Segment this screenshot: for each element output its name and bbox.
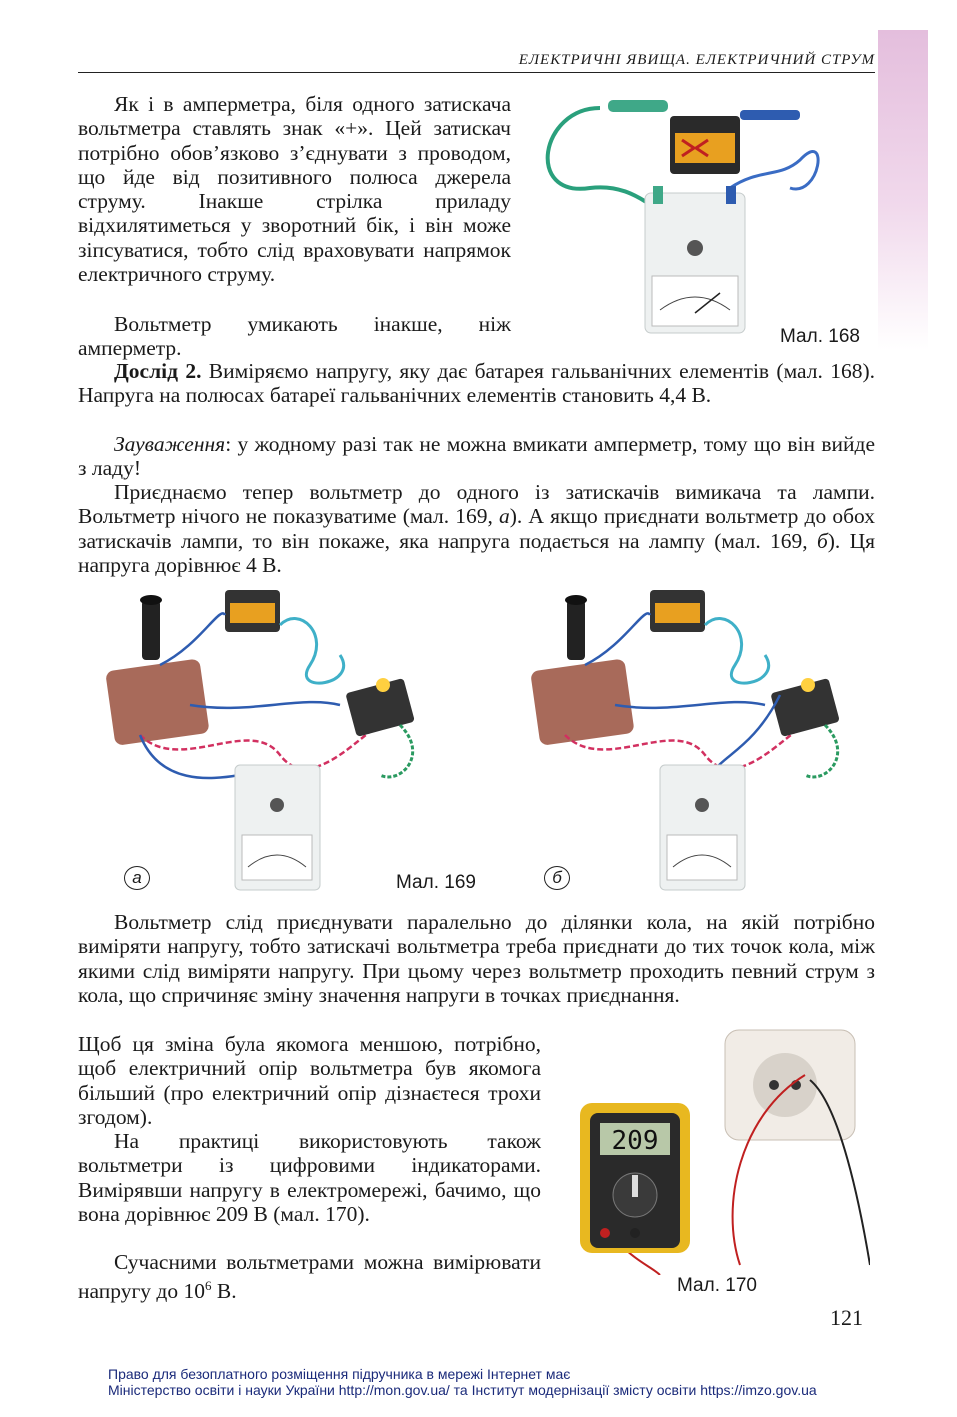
footer-line-1: Право для безоплатного розміщення підручника в мережі Інтернет має: [108, 1366, 571, 1382]
paragraph-remark: [78, 432, 875, 481]
paragraph-digital-voltmeters: На практиці використовують також вольтметри із цифровими індикаторами. Вимірявши напругу в електромережі, бачимо, що вона дорівнює 209 В (мал. 170).: [78, 1129, 541, 1226]
figure-169a-circuit: [100, 585, 440, 895]
paragraph-connect-voltmeter: [78, 480, 875, 577]
figure-170-multimeter-socket: [570, 1025, 870, 1275]
modern-text-2: В.: [211, 1279, 237, 1304]
footer-license: [108, 1366, 868, 1398]
paragraph-voltmeter-connection: Вольтметр умикають інакше, ніж амперметр.: [78, 312, 511, 361]
figure-170-caption: Мал. 170: [677, 1275, 757, 1296]
ref-letter-a: а: [499, 504, 510, 529]
paragraph-parallel-connection: Вольтметр слід приєднувати паралельно до ділянки кола, на якій потрібно виміряти напругу, тобто затискачі вольтметра треба приєднати до тих точок кола, між якими слід виміряти напругу. При цьому через вольтметр проходить певний струм з кола, що спричиняє зміну значення напруги в точках приєднання.: [78, 910, 875, 1007]
ref-letter-b: б: [816, 528, 828, 553]
remark-label: Зауваження: [114, 432, 226, 456]
connect-text-1: Приєднаємо тепер вольтметр до одного із затискачів вимикача та лампи. Вольтметр нічого не показуватиме (мал. 169,: [78, 480, 875, 529]
connect-text-3: ). Ця напруга дорівнює 4 В.: [78, 528, 876, 577]
footer-line-2: Міністерство освіти і науки України http://mon.gov.ua/ та Інститут модернізації змісту освіти https://imzo.gov.ua: [108, 1382, 817, 1398]
page-number: 121: [830, 1305, 863, 1330]
paragraph-experiment-2: [78, 359, 875, 408]
multimeter-display-text: 209: [611, 1126, 659, 1156]
running-header: ЕЛЕКТРИЧНІ ЯВИЩА. ЕЛЕКТРИЧНИЙ СТРУМ: [78, 52, 875, 73]
figure-169b-circuit: [525, 585, 865, 895]
remark-text: : у жодному разі так не можна вмикати амперметр, тому що він вийде з ладу!: [78, 432, 875, 481]
paragraph-ammeter-sign: Як і в амперметра, біля одного затискача вольтметра ставлять знак «+». Цей затискач потрібно обов’язково з’єднувати з проводом, що йде від позитивного полюса джерела струму. Інакше стрілка приладу відхилятиметься у зворотний бік, і він може зіпсуватися, тобто слід враховувати напрямок електричного струму.: [78, 92, 511, 287]
experiment-label: Дослід 2.: [114, 359, 202, 383]
figure-168-voltmeter-battery: [530, 88, 830, 338]
paragraph-resistance: Щоб ця зміна була якомога меншою, потрібно, щоб електричний опір вольтметра був якомога більший (про електричний опір дізнаєтеся трохи згодом).: [78, 1032, 541, 1129]
chapter-color-band: [878, 30, 928, 350]
exponent: 6: [205, 1278, 212, 1294]
modern-text-1: Сучасними вольтметрами можна вимірювати напругу до 10: [78, 1250, 541, 1304]
paragraph-modern-voltmeters: [78, 1250, 541, 1304]
figure-169-label-b: б: [544, 866, 570, 890]
figure-169-caption: Мал. 169: [396, 872, 476, 893]
experiment-text: Виміряємо напругу, яку дає батарея гальванічних елементів (мал. 168). Напруга на полюсах батареї гальванічних елементів становить 4,4 В.: [78, 359, 875, 408]
figure-168-caption: Мал. 168: [780, 326, 860, 347]
connect-text-2: ). А якщо приєднати вольтметр до обох затискачів лампи, то він покаже, яка напруга подається на лампу (мал. 169,: [78, 504, 875, 553]
figure-169-label-a: а: [124, 866, 150, 890]
